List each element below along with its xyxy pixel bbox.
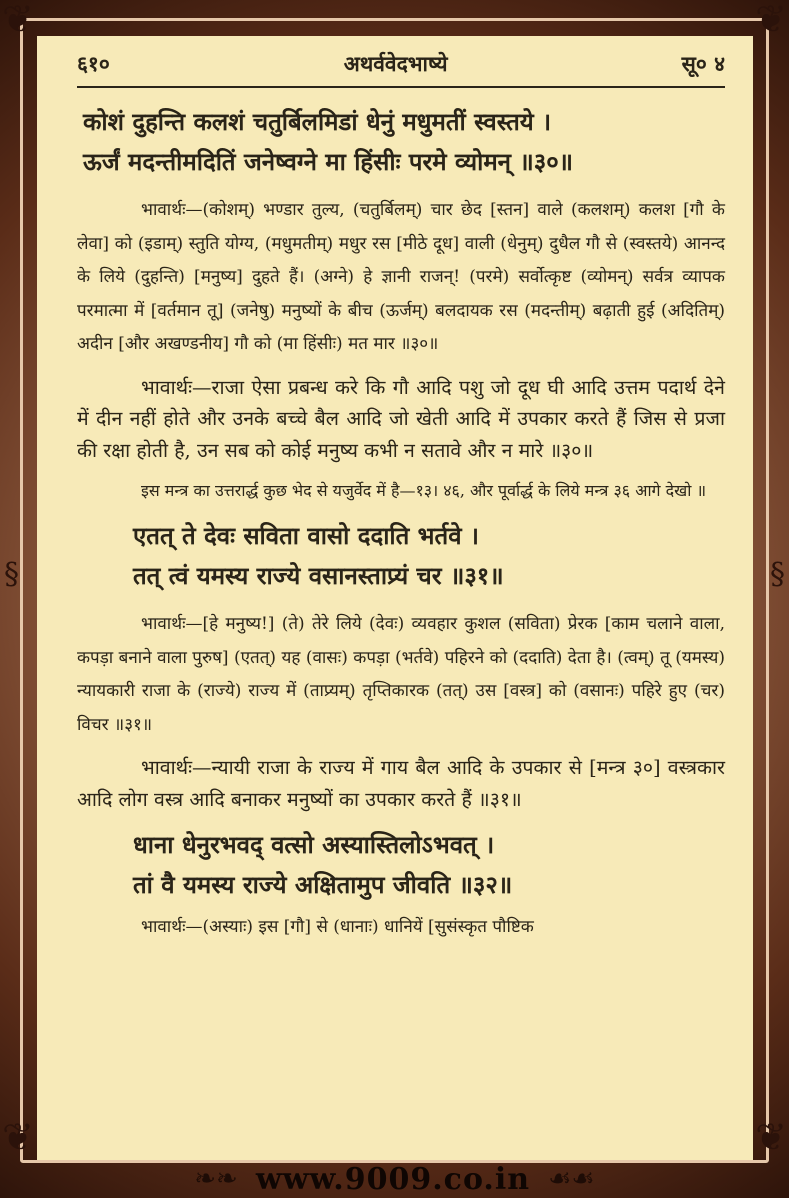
verse-30-line-2: ऊर्जं मदन्तीमदितिं जनेष्वग्ने मा हिंसीः परमे व्योमन् ॥३०॥ [83,147,574,176]
commentary-30-text: भावार्थः—(कोशम्) भण्डार तुल्य, (चतुर्बिलम्) चार छेद [स्तन] वाले (कलशम्) कलश [गौ के लेवा] को (इडाम्) स्तुति योग्य, (मधुमतीम्) मधुर रस [मीठे दूध] वाली (धेनुम्) दुधैल गौ से (स्वस्तये) आनन्द के लिये (दुहन्ति) [मनुष्य] दुहते हैं। (अग्ने) हे ज्ञानी राजन्! (परमे) सर्वोत्कृष्ट (व्योमन्) सर्वत्र व्यापक परमात्मा में [वर्तमान तू] (जनेषु) मनुष्यों के बीच (ऊर्जम्) बलदायक रस (मदन्तीम्) बढ़ाती हुई (अदितिम्) अदीन [और अखण्डनीय] गौ को (मा हिंसीः) मत मार ॥३०॥ [77,200,725,354]
corner-scroll-icon: ❦ [2,0,34,41]
corner-scroll-icon: ❦ [2,1115,34,1159]
verse-30-line-1: कोशं दुहन्ति कलशं चतुर्बिलमिडां धेनुं मधुमतीं स्वस्तये । [83,107,552,136]
corner-scroll-icon: ❦ [755,1115,787,1159]
book-title: अथर्ववेदभाष्ये [343,51,448,76]
verse-32-line-2: तां वै यमस्य राज्ये अक्षितामुप जीवति ॥३२॥ [133,870,513,899]
note-30 [77,476,725,506]
verse-31-line-1: एतत् ते देवः सविता वासो ददाति भर्तवे । [133,521,480,550]
side-scroll-icon: § [4,557,19,592]
page-number: ६१० [77,51,110,76]
website-link[interactable]: www.9009.co.in [255,1161,531,1197]
flourish-right-icon: ☙☙ [548,1164,595,1194]
verse-31-line-2: तत् त्वं यमस्य राज्ये वसानस्ताप्र्यं चर ॥३१॥ [133,561,504,590]
commentary-31-text: भावार्थः—[हे मनुष्य!] (ते) तेरे लिये (देवः) व्यवहार कुशल (सविता) प्रेरक [काम चलाने वाला, कपड़ा बनाने वाला पुरुष] (एतत्) यह (वासः) कपड़ा (भर्तवे) पहिरने को (ददाति) देता है। (त्वम्) तू (यमस्य) न्यायकारी राजा के (राज्ये) राज्य में (ताप्र्यम्) तृप्तिकारक (तत्) उस [वस्त्र] को (वसानः) पहिरे हुए (चर) विचर ॥३१॥ [77,614,725,735]
book-page [37,36,753,1160]
corner-scroll-icon: ❦ [755,0,787,41]
commentary-32-text: भावार्थः—(अस्याः) इस [गौ] से (धानाः) धानियें [सुसंस्कृत पौष्टिक [141,917,534,937]
page-header [77,50,725,88]
commentary-32 [77,911,725,945]
commentary-31 [77,608,725,742]
footer-band [0,1160,789,1198]
flourish-left-icon: ❧❧ [194,1164,238,1194]
sukta-label: सू० ४ [681,51,725,76]
bhavartha-31-text: भावार्थः—न्यायी राजा के राज्य में गाय बैल आदि के उपकार से [मन्त्र ३०] वस्त्रकार आदि लोग वस्त्र आदि बनाकर मनुष्यों का उपकार करते हैं ॥३१॥ [77,756,725,811]
side-scroll-icon: § [770,557,785,592]
bhavartha-30 [77,372,725,467]
note-30-text: इस मन्त्र का उत्तरार्द्ध कुछ भेद से यजुर्वेद में है—१३। ४६, और पूर्वार्द्ध के लिये मन्त्र ३६ आगे देखो ॥ [141,481,707,500]
verse-32-line-1: धाना धेनुरभवद् वत्सो अस्यास्तिलोऽभवत् । [133,830,495,859]
bhavartha-31 [77,752,725,815]
bhavartha-30-text: भावार्थः—राजा ऐसा प्रबन्ध करे कि गौ आदि पशु जो दूध घी आदि उत्तम पदार्थ देने में दीन नहीं होते और उनके बच्चे बैल आदि जो खेती आदि में उपकार करते हैं जिस से प्रजा की रक्षा होती है, उन सब को कोई मनुष्य कभी न सतावे और न मारे ॥३०॥ [77,375,725,462]
commentary-30 [77,194,725,362]
